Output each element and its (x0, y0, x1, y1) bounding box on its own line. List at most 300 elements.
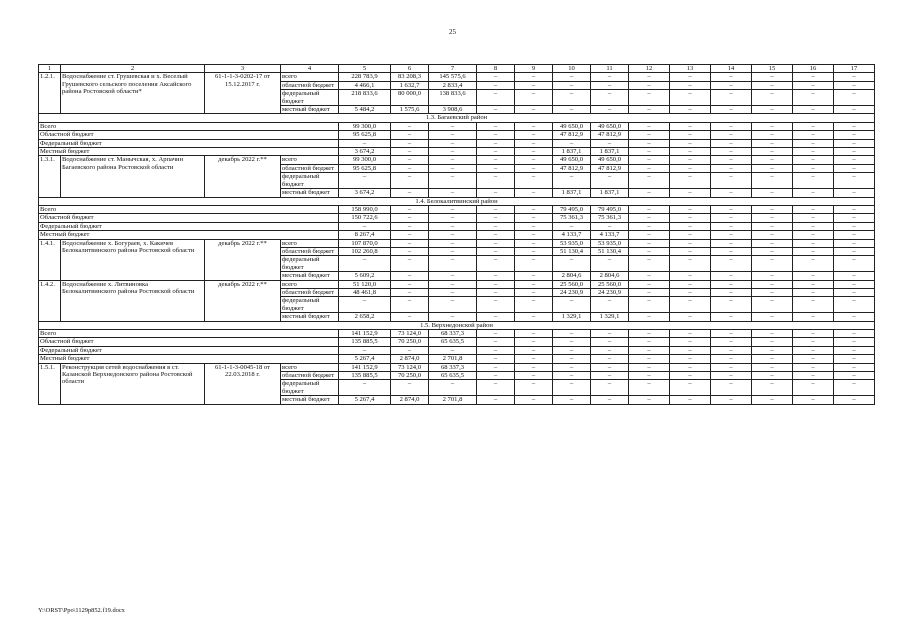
value-cell: – (629, 81, 670, 89)
value-cell: – (670, 288, 711, 296)
value-cell: – (477, 222, 515, 230)
value-cell: – (339, 346, 391, 354)
value-cell: – (711, 338, 752, 346)
value-cell: – (429, 280, 477, 288)
value-cell: 47 812,9 (591, 131, 629, 139)
value-cell: – (629, 272, 670, 280)
value-cell: – (793, 363, 834, 371)
value-cell: – (834, 272, 875, 280)
value-cell: – (834, 313, 875, 321)
value-cell: – (670, 189, 711, 197)
value-cell: – (629, 346, 670, 354)
value-cell: – (752, 372, 793, 380)
value-cell: – (834, 131, 875, 139)
value-cell: – (477, 346, 515, 354)
value-cell: – (711, 363, 752, 371)
value-cell: – (793, 189, 834, 197)
value-cell: – (834, 81, 875, 89)
table-row (39, 73, 875, 81)
value-cell: – (553, 380, 591, 396)
value-cell: – (429, 239, 477, 247)
table-row (39, 222, 875, 230)
value-cell: 1 837,1 (591, 148, 629, 156)
value-cell: – (711, 355, 752, 363)
value-cell: – (629, 256, 670, 272)
value-cell: – (752, 106, 793, 114)
value-cell: – (515, 338, 553, 346)
budget-type: местный бюджет (281, 396, 339, 404)
value-cell: 75 361,3 (591, 214, 629, 222)
table-row (39, 148, 875, 156)
value-cell: 51 130,4 (553, 247, 591, 255)
value-cell: – (477, 90, 515, 106)
value-cell: – (834, 189, 875, 197)
value-cell: 2 804,6 (591, 272, 629, 280)
value-cell: – (670, 139, 711, 147)
value-cell: – (670, 81, 711, 89)
budget-type: всего (281, 280, 339, 288)
value-cell: – (477, 106, 515, 114)
value-cell: – (629, 313, 670, 321)
value-cell: – (429, 205, 477, 213)
value-cell: – (391, 239, 429, 247)
value-cell: 3 908,6 (429, 106, 477, 114)
value-cell: 1 329,1 (591, 313, 629, 321)
value-cell: – (670, 106, 711, 114)
value-cell: – (670, 148, 711, 156)
value-cell: – (711, 239, 752, 247)
value-cell: 49 650,0 (553, 156, 591, 164)
value-cell: – (629, 156, 670, 164)
total-label: Федеральный бюджет (39, 346, 339, 354)
value-cell: – (477, 173, 515, 189)
column-number: 3 (205, 65, 281, 73)
value-cell: 65 635,5 (429, 338, 477, 346)
value-cell: – (629, 122, 670, 130)
value-cell: – (515, 239, 553, 247)
value-cell: – (477, 189, 515, 197)
value-cell: – (591, 139, 629, 147)
value-cell: – (429, 189, 477, 197)
value-cell: – (834, 346, 875, 354)
value-cell: – (553, 73, 591, 81)
value-cell: – (629, 231, 670, 239)
section-title: 1.5. Верхнедонской район (39, 321, 875, 329)
value-cell: 25 560,0 (591, 280, 629, 288)
investment-table (38, 64, 875, 405)
value-cell: – (752, 156, 793, 164)
value-cell: – (477, 139, 515, 147)
budget-type: федеральный бюджет (281, 297, 339, 313)
value-cell: – (670, 363, 711, 371)
value-cell: – (793, 239, 834, 247)
value-cell: – (752, 189, 793, 197)
value-cell: – (477, 214, 515, 222)
value-cell: 70 250,0 (391, 338, 429, 346)
value-cell: – (711, 231, 752, 239)
value-cell: – (515, 222, 553, 230)
value-cell: – (752, 256, 793, 272)
value-cell: 141 152,9 (339, 363, 391, 371)
value-cell: – (477, 81, 515, 89)
budget-type: областной бюджет (281, 164, 339, 172)
project-name: Реконструкция сетей водоснабжения в ст. Казанской Верхнедонского района Ростовской области (61, 363, 205, 404)
project-number: 1.4.1. (39, 239, 61, 280)
value-cell: 8 267,4 (339, 231, 391, 239)
value-cell: – (834, 222, 875, 230)
value-cell: – (834, 338, 875, 346)
value-cell: – (670, 372, 711, 380)
value-cell: – (711, 131, 752, 139)
value-cell: – (629, 189, 670, 197)
value-cell: – (515, 214, 553, 222)
value-cell: – (591, 106, 629, 114)
value-cell: – (477, 272, 515, 280)
value-cell: 25 560,0 (553, 280, 591, 288)
value-cell: – (553, 81, 591, 89)
file-path-footer: Y:\ORST\Ppo\1129p852.f19.docx (38, 607, 125, 614)
value-cell: – (752, 363, 793, 371)
value-cell: – (793, 106, 834, 114)
value-cell: – (477, 239, 515, 247)
value-cell: – (429, 148, 477, 156)
value-cell: – (670, 280, 711, 288)
value-cell: – (429, 164, 477, 172)
project-number: 1.3.1. (39, 156, 61, 197)
value-cell: – (591, 372, 629, 380)
value-cell: – (629, 205, 670, 213)
value-cell: 83 208,3 (391, 73, 429, 81)
value-cell: – (553, 338, 591, 346)
value-cell: – (834, 122, 875, 130)
value-cell: – (477, 205, 515, 213)
value-cell: – (793, 355, 834, 363)
value-cell: – (711, 247, 752, 255)
value-cell: 158 990,0 (339, 205, 391, 213)
value-cell: 5 609,2 (339, 272, 391, 280)
value-cell: – (515, 139, 553, 147)
value-cell: – (711, 106, 752, 114)
value-cell: 49 650,0 (553, 122, 591, 130)
value-cell: – (752, 148, 793, 156)
value-cell: 2 874,0 (391, 355, 429, 363)
value-cell: – (711, 156, 752, 164)
value-cell: – (793, 372, 834, 380)
value-cell: – (711, 346, 752, 354)
value-cell: 2 804,6 (553, 272, 591, 280)
value-cell: – (834, 90, 875, 106)
value-cell: – (793, 205, 834, 213)
value-cell: 150 722,6 (339, 214, 391, 222)
column-number: 1 (39, 65, 61, 73)
value-cell: – (429, 214, 477, 222)
value-cell: – (429, 247, 477, 255)
value-cell: 1 837,1 (553, 148, 591, 156)
value-cell: 4 466,1 (339, 81, 391, 89)
table-row (39, 214, 875, 222)
value-cell: – (670, 346, 711, 354)
value-cell: 47 812,9 (553, 164, 591, 172)
value-cell: – (711, 73, 752, 81)
value-cell: – (477, 247, 515, 255)
value-cell: – (711, 164, 752, 172)
value-cell: 47 812,9 (553, 131, 591, 139)
value-cell: – (477, 256, 515, 272)
value-cell: – (629, 338, 670, 346)
value-cell: 5 267,4 (339, 355, 391, 363)
value-cell: – (553, 363, 591, 371)
value-cell: 79 495,0 (553, 205, 591, 213)
budget-type: областной бюджет (281, 81, 339, 89)
table-row (39, 280, 875, 288)
project-reference: 61-1-1-3-0045-18 от 22.03.2018 г. (205, 363, 281, 404)
column-number: 13 (670, 65, 711, 73)
value-cell: – (553, 90, 591, 106)
section-title: 1.4. Белокалитвинский район (39, 197, 875, 205)
value-cell: 24 230,9 (591, 288, 629, 296)
value-cell: – (515, 73, 553, 81)
value-cell: – (391, 156, 429, 164)
value-cell: – (515, 231, 553, 239)
value-cell: 99 300,0 (339, 156, 391, 164)
value-cell: – (793, 73, 834, 81)
value-cell: – (711, 139, 752, 147)
value-cell: – (477, 122, 515, 130)
column-number: 4 (281, 65, 339, 73)
value-cell: – (834, 173, 875, 189)
column-number: 2 (61, 65, 205, 73)
value-cell: – (793, 330, 834, 338)
project-name: Водоснабжение х. Богураев, х. Какичев Белокалитвинского района Ростовской области (61, 239, 205, 280)
value-cell: – (629, 239, 670, 247)
value-cell: – (477, 338, 515, 346)
table-row (39, 197, 875, 205)
budget-type: местный бюджет (281, 272, 339, 280)
value-cell: – (711, 256, 752, 272)
value-cell: – (391, 313, 429, 321)
value-cell: – (477, 396, 515, 404)
value-cell: – (339, 380, 391, 396)
value-cell: – (515, 205, 553, 213)
project-name: Водоснабжение х. Литвиновка Белокалитвинского района Ростовской области (61, 280, 205, 321)
value-cell: – (752, 396, 793, 404)
value-cell: 228 783,9 (339, 73, 391, 81)
column-number: 12 (629, 65, 670, 73)
value-cell: – (477, 363, 515, 371)
budget-type: федеральный бюджет (281, 173, 339, 189)
value-cell: – (391, 288, 429, 296)
value-cell: – (429, 256, 477, 272)
value-cell: 80 000,0 (391, 90, 429, 106)
value-cell: – (591, 380, 629, 396)
value-cell: – (477, 148, 515, 156)
value-cell: – (670, 272, 711, 280)
column-number: 11 (591, 65, 629, 73)
value-cell: – (629, 164, 670, 172)
value-cell: – (629, 396, 670, 404)
value-cell: – (752, 73, 793, 81)
value-cell: – (834, 139, 875, 147)
value-cell: – (793, 297, 834, 313)
value-cell: 107 870,0 (339, 239, 391, 247)
value-cell: – (834, 164, 875, 172)
value-cell: – (793, 346, 834, 354)
value-cell: 2 658,2 (339, 313, 391, 321)
value-cell: – (629, 280, 670, 288)
value-cell: 73 124,0 (391, 363, 429, 371)
value-cell: – (629, 106, 670, 114)
column-number: 10 (553, 65, 591, 73)
value-cell: – (711, 297, 752, 313)
budget-type: всего (281, 73, 339, 81)
value-cell: – (629, 73, 670, 81)
budget-type: местный бюджет (281, 106, 339, 114)
value-cell: 24 230,9 (553, 288, 591, 296)
value-cell: – (834, 214, 875, 222)
total-label: Федеральный бюджет (39, 139, 339, 147)
value-cell: – (391, 214, 429, 222)
value-cell: – (391, 222, 429, 230)
value-cell: – (670, 355, 711, 363)
value-cell: 1 329,1 (553, 313, 591, 321)
value-cell: – (391, 148, 429, 156)
value-cell: – (629, 139, 670, 147)
value-cell: 99 300,0 (339, 122, 391, 130)
value-cell: – (339, 256, 391, 272)
value-cell: – (553, 330, 591, 338)
value-cell: – (515, 106, 553, 114)
column-number: 16 (793, 65, 834, 73)
value-cell: – (793, 396, 834, 404)
value-cell: – (391, 139, 429, 147)
budget-type: областной бюджет (281, 372, 339, 380)
value-cell: – (591, 81, 629, 89)
value-cell: – (391, 189, 429, 197)
value-cell: – (670, 222, 711, 230)
value-cell: – (591, 330, 629, 338)
column-number: 7 (429, 65, 477, 73)
value-cell: 3 674,2 (339, 148, 391, 156)
table-row (39, 355, 875, 363)
value-cell: – (711, 148, 752, 156)
value-cell: – (752, 164, 793, 172)
value-cell: – (834, 288, 875, 296)
value-cell: – (391, 122, 429, 130)
value-cell: – (752, 205, 793, 213)
value-cell: – (752, 338, 793, 346)
value-cell: – (339, 222, 391, 230)
value-cell: – (591, 363, 629, 371)
value-cell: – (515, 122, 553, 130)
value-cell: 49 650,0 (591, 122, 629, 130)
value-cell: – (752, 231, 793, 239)
value-cell: – (834, 363, 875, 371)
value-cell: – (515, 372, 553, 380)
value-cell: 95 625,8 (339, 164, 391, 172)
value-cell: – (834, 148, 875, 156)
value-cell: – (553, 173, 591, 189)
value-cell: – (429, 122, 477, 130)
value-cell: – (629, 288, 670, 296)
value-cell: – (515, 164, 553, 172)
value-cell: – (391, 173, 429, 189)
value-cell: – (711, 214, 752, 222)
value-cell: – (391, 131, 429, 139)
value-cell: – (793, 288, 834, 296)
value-cell: – (429, 297, 477, 313)
value-cell: – (793, 122, 834, 130)
value-cell: – (515, 346, 553, 354)
value-cell: – (752, 280, 793, 288)
budget-type: местный бюджет (281, 313, 339, 321)
value-cell: – (591, 355, 629, 363)
value-cell: 95 625,8 (339, 131, 391, 139)
value-cell: – (834, 372, 875, 380)
value-cell: – (670, 231, 711, 239)
value-cell: – (793, 272, 834, 280)
value-cell: – (834, 297, 875, 313)
value-cell: – (752, 131, 793, 139)
value-cell: – (711, 288, 752, 296)
value-cell: – (515, 148, 553, 156)
value-cell: – (591, 73, 629, 81)
value-cell: – (591, 346, 629, 354)
value-cell: – (429, 346, 477, 354)
table-row (39, 321, 875, 329)
value-cell: – (553, 256, 591, 272)
column-number-row (39, 65, 875, 73)
value-cell: – (711, 380, 752, 396)
value-cell: – (629, 247, 670, 255)
column-number: 14 (711, 65, 752, 73)
value-cell: – (793, 164, 834, 172)
value-cell: – (477, 380, 515, 396)
value-cell: – (629, 148, 670, 156)
total-label: Местный бюджет (39, 231, 339, 239)
value-cell: – (515, 297, 553, 313)
value-cell: – (515, 380, 553, 396)
budget-type: федеральный бюджет (281, 256, 339, 272)
value-cell: – (429, 380, 477, 396)
value-cell: – (752, 288, 793, 296)
value-cell: – (429, 222, 477, 230)
value-cell: 73 124,0 (391, 330, 429, 338)
value-cell: – (391, 205, 429, 213)
value-cell: – (670, 338, 711, 346)
value-cell: – (629, 173, 670, 189)
value-cell: – (711, 90, 752, 106)
value-cell: 5 484,2 (339, 106, 391, 114)
value-cell: – (834, 280, 875, 288)
value-cell: 79 495,0 (591, 205, 629, 213)
table-row (39, 239, 875, 247)
value-cell: – (670, 330, 711, 338)
value-cell: – (834, 330, 875, 338)
column-number: 17 (834, 65, 875, 73)
table-row (39, 139, 875, 147)
value-cell: 135 885,5 (339, 372, 391, 380)
value-cell: – (477, 131, 515, 139)
value-cell: 4 133,7 (591, 231, 629, 239)
value-cell: – (515, 189, 553, 197)
value-cell: – (591, 173, 629, 189)
value-cell: 2 701,8 (429, 355, 477, 363)
value-cell: – (793, 214, 834, 222)
value-cell: – (629, 380, 670, 396)
project-reference: декабрь 2022 г.** (205, 280, 281, 321)
project-number: 1.4.2. (39, 280, 61, 321)
value-cell: 3 674,2 (339, 189, 391, 197)
